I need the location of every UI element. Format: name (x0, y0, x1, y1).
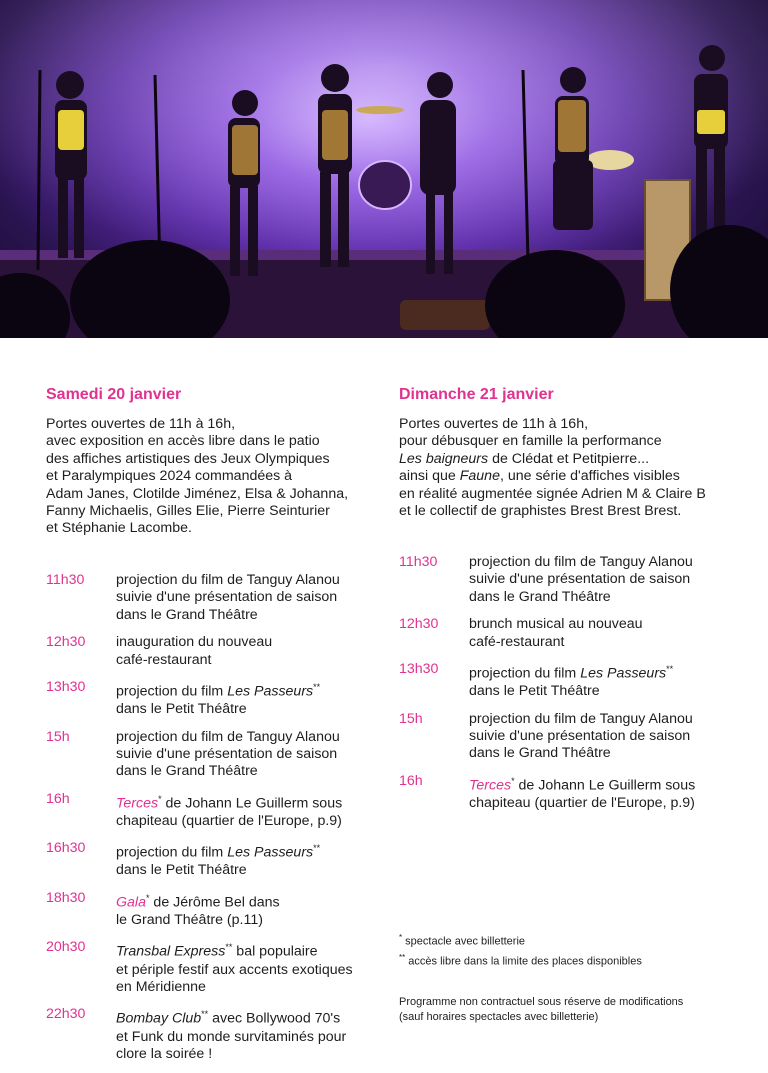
intro-line: Adam Janes, Clotilde Jiménez, Elsa & Johanna, (46, 485, 349, 502)
asterisk-mark: ** (399, 952, 406, 962)
schedule-description (116, 572, 376, 624)
description-line: suivie d'une présentation de saison (469, 571, 691, 588)
schedule-row (46, 890, 386, 930)
footnotes (399, 930, 642, 969)
asterisk-mark: ** (313, 682, 321, 693)
description-text: projection du film de Tanguy Alanou (116, 572, 340, 588)
schedule-description (116, 791, 376, 831)
description-first-line (469, 554, 729, 571)
description-text: inauguration du nouveau (116, 634, 273, 651)
description-text: brunch musical au nouveau (469, 616, 643, 633)
schedule-description (469, 616, 729, 651)
description-line: clore la soirée ! (116, 1045, 213, 1062)
schedule-description (116, 890, 376, 930)
description-line: dans le Petit Théâtre (116, 862, 247, 879)
show-title: Gala (116, 894, 146, 911)
schedule-row (46, 791, 386, 831)
description-line: et périple festif aux accents exotiques (116, 961, 353, 978)
description-text: avec Bollywood 70's (208, 1011, 341, 1028)
schedule-description (469, 711, 729, 763)
description-line: suivie d'une présentation de saison (116, 589, 338, 606)
footnote-text: accès libre dans la limite des places disponibles (405, 955, 642, 968)
schedule-row (399, 773, 739, 813)
show-title: Les Passeurs (227, 845, 314, 862)
asterisk-mark: ** (313, 843, 321, 854)
description-text: projection du film (116, 683, 228, 700)
intro-line: , une série d'affiches visibles (499, 468, 680, 485)
concert-photo (0, 0, 768, 338)
description-first-line (116, 634, 376, 651)
schedule-time: 18h30 (46, 889, 86, 906)
schedule-row (399, 554, 739, 606)
intro-line: pour débusquer en famille la performance (399, 433, 662, 450)
schedule-row (399, 711, 739, 763)
intro-line: et Stéphanie Lacombe. (46, 520, 192, 537)
show-title: Les Passeurs (580, 665, 667, 682)
description-text: projection du film de Tanguy Alanou (469, 710, 693, 727)
intro-line: avec exposition en accès libre dans le patio (46, 433, 320, 450)
description-first-line (469, 616, 729, 633)
footnote-text: spectacle avec billetterie (402, 935, 526, 948)
description-line: suivie d'une présentation de saison (116, 745, 338, 762)
show-title: Terces (116, 795, 159, 812)
schedule-description (469, 773, 729, 813)
description-first-line (116, 791, 376, 813)
show-title: Bombay Club (116, 1011, 202, 1028)
intro-line: ainsi que (399, 468, 460, 485)
schedule-row (46, 679, 386, 719)
asterisk-mark: ** (201, 1009, 209, 1020)
description-first-line (116, 890, 376, 912)
show-title: Les Passeurs (227, 683, 314, 700)
description-text: projection du film de Tanguy Alanou (116, 728, 340, 745)
schedule-time: 20h30 (46, 939, 86, 956)
stage-scene-illustration (0, 0, 768, 338)
description-text: projection du film de Tanguy Alanou (469, 554, 693, 570)
schedule-time: 16h30 (46, 840, 86, 857)
schedule-description (116, 1006, 376, 1063)
schedule-row (399, 661, 739, 701)
intro-line: Portes ouvertes de 11h à 16h, (46, 416, 236, 432)
schedule-time: 12h30 (46, 634, 86, 651)
schedule-row (399, 616, 739, 651)
description-line: dans le Grand Théâtre (116, 763, 258, 780)
schedule-time: 13h30 (399, 661, 439, 678)
intro-line: de Clédat et Petitpierre... (488, 450, 650, 467)
intro-title: Les baigneurs (399, 450, 489, 467)
schedule-time: 16h (46, 790, 70, 807)
description-line: suivie d'une présentation de saison (469, 727, 691, 744)
description-first-line (116, 679, 376, 701)
intro-line: Fanny Michaelis, Gilles Elie, Pierre Seinturier (46, 503, 330, 520)
description-text: de Johann Le Guillerm sous (161, 795, 343, 812)
description-line: et Funk du monde survitaminés pour (116, 1028, 347, 1045)
description-first-line (469, 661, 729, 683)
sunday-heading: Dimanche 21 janvier (399, 386, 554, 403)
schedule-time: 16h (399, 772, 423, 789)
description-line: dans le Grand Théâtre (469, 745, 611, 762)
description-line: dans le Grand Théâtre (469, 588, 611, 605)
intro-line: en réalité augmentée signée Adrien M & Claire B (399, 485, 706, 502)
disclaimer (399, 995, 683, 1025)
sunday-column (399, 386, 739, 811)
sunday-schedule (399, 554, 739, 822)
description-first-line (469, 711, 729, 728)
footnote-ticketing (399, 930, 642, 950)
description-line: café-restaurant (469, 633, 565, 650)
description-first-line (116, 572, 376, 589)
description-first-line (116, 840, 376, 862)
schedule-row (46, 729, 386, 781)
asterisk-mark: * (145, 892, 150, 903)
show-title: Transbal Express (116, 944, 226, 961)
description-text: bal populaire (232, 944, 318, 961)
schedule-row (46, 1006, 386, 1063)
schedule-time: 22h30 (46, 1006, 86, 1023)
asterisk-mark: ** (225, 942, 233, 953)
schedule-description (469, 661, 729, 701)
description-first-line (116, 1006, 376, 1028)
schedule-description (116, 840, 376, 880)
schedule-time: 15h (46, 728, 70, 745)
intro-line: et le collectif de graphistes Brest Brest Brest. (399, 503, 682, 520)
description-first-line (116, 939, 376, 961)
schedule-time: 13h30 (46, 679, 86, 696)
description-line: dans le Grand Théâtre (116, 606, 258, 623)
intro-title: Faune (459, 468, 500, 485)
saturday-intro (46, 416, 386, 538)
schedule-description (116, 939, 376, 996)
description-text: de Jérôme Bel dans (149, 894, 280, 911)
disclaimer-line: (sauf horaires spectacles avec billetterie) (399, 1011, 599, 1023)
schedule-time: 11h30 (46, 572, 85, 588)
description-line: chapiteau (quartier de l'Europe, p.9) (116, 812, 342, 829)
schedule-row (46, 634, 386, 669)
asterisk-mark: * (399, 933, 403, 942)
description-first-line (469, 773, 729, 795)
saturday-schedule (46, 572, 386, 1073)
description-first-line (116, 729, 376, 746)
description-line: dans le Petit Théâtre (469, 683, 600, 700)
schedule-row (46, 572, 386, 624)
asterisk-mark: * (158, 793, 162, 804)
show-title: Terces (469, 777, 512, 794)
description-line: le Grand Théâtre (p.11) (116, 912, 263, 929)
description-text: projection du film (116, 845, 228, 862)
schedule-description (116, 679, 376, 719)
disclaimer-line: Programme non contractuel sous réserve de modifications (399, 996, 684, 1008)
asterisk-mark: * (511, 775, 515, 786)
schedule-time: 11h30 (399, 554, 438, 570)
description-line: en Méridienne (116, 978, 206, 995)
footnote-free-access (399, 950, 642, 970)
schedule-description (116, 634, 376, 669)
schedule-row (46, 840, 386, 880)
sunday-intro (399, 416, 739, 520)
saturday-heading: Samedi 20 janvier (46, 386, 182, 403)
description-line: dans le Petit Théâtre (116, 701, 247, 718)
schedule-row (46, 939, 386, 996)
intro-line: Portes ouvertes de 11h à 16h, (399, 416, 589, 432)
saturday-column (46, 386, 386, 1062)
description-line: café-restaurant (116, 651, 212, 668)
schedule-description (116, 729, 376, 781)
description-text: de Johann Le Guillerm sous (514, 777, 696, 794)
schedule-description (469, 554, 729, 606)
asterisk-mark: ** (666, 664, 674, 675)
description-text: projection du film (469, 665, 581, 682)
intro-line: des affiches artistiques des Jeux Olympiques (46, 450, 330, 467)
schedule-time: 12h30 (399, 616, 439, 633)
intro-line: et Paralympiques 2024 commandées à (46, 468, 293, 485)
schedule-time: 15h (399, 710, 423, 727)
description-line: chapiteau (quartier de l'Europe, p.9) (469, 794, 695, 811)
